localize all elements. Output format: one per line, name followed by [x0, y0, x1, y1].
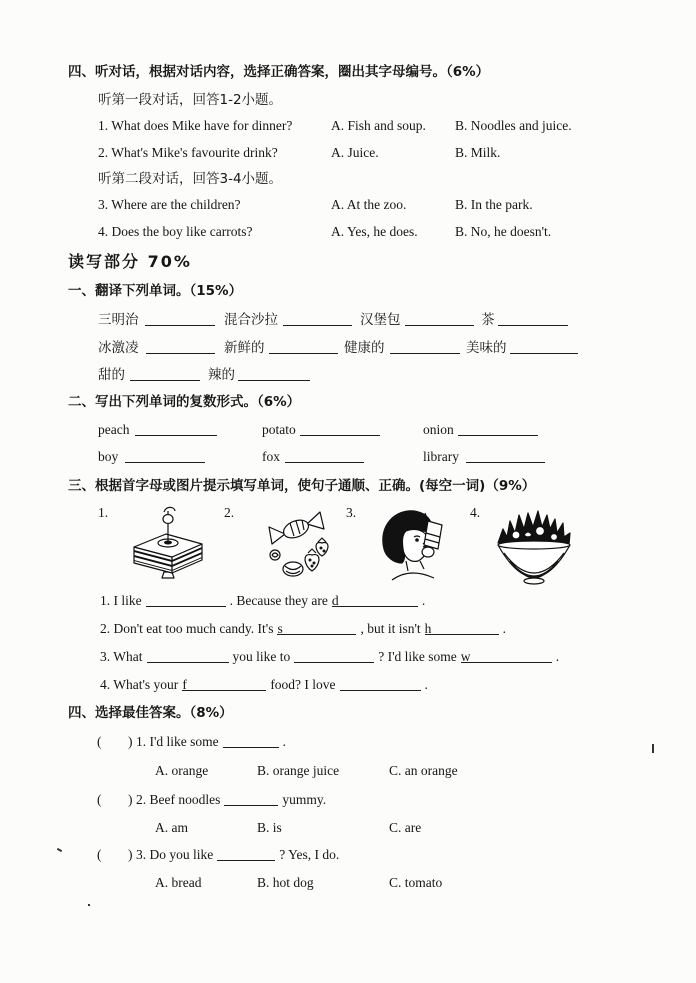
- fill-sentence-1: [100, 591, 425, 611]
- sentence-text: , but it isn't: [360, 621, 421, 636]
- plural-row: [0, 447, 696, 467]
- initial-letter: f: [182, 677, 187, 692]
- sentence-text: ? I'd like some: [378, 649, 457, 664]
- english-word: boy: [98, 449, 119, 464]
- answer-blank-with-initial: [277, 622, 356, 635]
- sentence-text: 1. I like: [100, 593, 142, 608]
- picture-3: [376, 505, 452, 581]
- picture-labels: [0, 503, 696, 523]
- option-a: A. Juice.: [331, 145, 379, 160]
- option-c: C. an orange: [389, 763, 458, 778]
- choice-heading: 四、选择最佳答案。（8%）: [68, 705, 233, 721]
- english-word: peach: [98, 422, 130, 437]
- stem-text: 1. I'd like some: [136, 734, 219, 749]
- chinese-word: 美味的: [466, 340, 507, 356]
- sentence-text: .: [421, 593, 426, 608]
- answer-blank: [146, 594, 226, 607]
- initial-letter: w: [460, 649, 471, 664]
- fill-in-heading: 三、根据首字母或图片提示填写单词，使句子通顺、正确。(每空一词)（9%）: [68, 478, 536, 494]
- answer-blank: [405, 325, 474, 326]
- listening-heading: 四、听对话，根据对话内容，选择正确答案，圈出其字母编号。（6%）: [68, 64, 490, 80]
- option-b: B. In the park.: [455, 197, 533, 212]
- girl-drinking-icon: [376, 505, 452, 581]
- answer-blank: [135, 435, 217, 436]
- translate-row: [0, 338, 696, 358]
- answer-blank: [125, 462, 205, 463]
- fill-sentence-3: [100, 647, 559, 667]
- chinese-word: 冰激凌: [98, 340, 139, 356]
- english-word: library: [423, 449, 459, 464]
- chinese-word: 健康的: [344, 340, 385, 356]
- answer-blank: [498, 325, 568, 326]
- choice-question: [0, 790, 696, 810]
- translate-row: [0, 310, 696, 330]
- answer-bracket-close: ): [128, 847, 133, 862]
- answer-blank: [300, 435, 380, 436]
- question-text: 4. Does the boy like carrots?: [98, 224, 253, 239]
- initial-letter: h: [424, 621, 432, 636]
- answer-blank: [294, 650, 374, 663]
- reading-writing-title: 读写部分 70%: [68, 252, 192, 271]
- picture-4: [494, 505, 574, 585]
- option-b: B. orange juice: [257, 763, 340, 778]
- salad-bowl-icon: [494, 505, 574, 585]
- option-a: A. am: [155, 820, 188, 835]
- answer-blank-with-initial: [182, 678, 266, 691]
- option-a: A. Yes, he does.: [331, 224, 418, 239]
- answer-blank: [285, 462, 364, 463]
- option-b: B. is: [257, 820, 282, 835]
- picture-label: 4.: [470, 505, 481, 520]
- answer-blank-with-initial: [332, 594, 418, 607]
- choice-options: [0, 761, 696, 781]
- question-text: 2. What's Mike's favourite drink?: [98, 145, 278, 160]
- sentence-text: 3. What: [100, 649, 143, 664]
- answer-blank: [283, 325, 352, 326]
- plural-row: [0, 420, 696, 440]
- answer-bracket-close: ): [128, 792, 133, 807]
- scan-speck: [652, 744, 654, 753]
- option-a: A. bread: [155, 875, 202, 890]
- answer-blank: [390, 353, 460, 354]
- question-stem: [136, 732, 286, 752]
- stem-text: 2. Beef noodles: [136, 792, 221, 807]
- fill-sentence-4: [100, 675, 428, 695]
- answer-blank: [458, 435, 538, 436]
- choice-options: [0, 873, 696, 893]
- picture-2: [260, 503, 338, 581]
- picture-label: 3.: [346, 505, 357, 520]
- option-c: C. are: [389, 820, 422, 835]
- answer-blank: [146, 353, 215, 354]
- listening-question: [0, 222, 696, 242]
- english-word: fox: [262, 449, 280, 464]
- answer-blank-with-initial: [425, 622, 499, 635]
- question-stem: [136, 790, 326, 810]
- answer-bracket-open: (: [97, 847, 102, 862]
- answer-blank: [130, 380, 200, 381]
- answer-blank: [269, 353, 338, 354]
- question-stem: [136, 845, 339, 865]
- sentence-text: 2. Don't eat too much candy. It's: [100, 621, 274, 636]
- sentence-text: .: [424, 677, 428, 692]
- sentence-text: .: [555, 649, 560, 664]
- translate-row: [0, 365, 696, 385]
- question-text: 1. What does Mike have for dinner?: [98, 118, 293, 133]
- listening-question: [0, 116, 696, 136]
- sentence-text: . Because they are: [229, 593, 328, 608]
- english-word: potato: [262, 422, 296, 437]
- option-a: A. orange: [155, 763, 209, 778]
- question-text: 3. Where are the children?: [98, 197, 241, 212]
- stem-text: 3. Do you like: [136, 847, 214, 862]
- option-b: B. Milk.: [455, 145, 501, 160]
- sentence-text: .: [502, 621, 507, 636]
- choice-question: [0, 732, 696, 752]
- answer-blank-with-initial: [461, 650, 552, 663]
- chinese-word: 新鲜的: [224, 340, 265, 356]
- option-b: B. Noodles and juice.: [455, 118, 572, 133]
- answer-blank: [224, 793, 278, 806]
- chinese-word: 汉堡包: [360, 312, 401, 328]
- answer-blank: [510, 353, 578, 354]
- initial-letter: s: [277, 621, 283, 636]
- sentence-text: you like to: [232, 649, 291, 664]
- chinese-word: 茶: [481, 312, 495, 328]
- answer-blank: [466, 462, 545, 463]
- picture-1: [128, 503, 208, 579]
- choice-options: [0, 818, 696, 838]
- part2-instruction: 听第二段对话，回答3-4小题。: [98, 171, 283, 187]
- answer-blank: [217, 848, 275, 861]
- answer-blank: [147, 650, 229, 663]
- answer-bracket-close: ): [128, 734, 133, 749]
- answer-bracket-open: (: [97, 792, 102, 807]
- option-b: B. No, he doesn't.: [455, 224, 552, 239]
- sentence-text: 4. What's your: [100, 677, 179, 692]
- option-a: A. Fish and soup.: [331, 118, 426, 133]
- sandwich-icon: [128, 503, 208, 579]
- chinese-word: 三明治: [98, 312, 139, 328]
- fill-sentence-2: [100, 619, 506, 639]
- english-word: onion: [423, 422, 454, 437]
- answer-bracket-open: (: [97, 734, 102, 749]
- answer-blank: [238, 380, 310, 381]
- answer-blank: [223, 735, 279, 748]
- option-c: C. tomato: [389, 875, 443, 890]
- stem-text: ? Yes, I do.: [279, 847, 340, 862]
- picture-label: 1.: [98, 505, 109, 520]
- choice-question: [0, 845, 696, 865]
- chinese-word: 混合沙拉: [224, 312, 278, 328]
- translate-heading: 一、翻译下列单词。（15%）: [68, 283, 243, 299]
- part1-instruction: 听第一段对话，回答1-2小题。: [98, 92, 283, 108]
- listening-question: [0, 195, 696, 215]
- sentence-text: food? I love: [270, 677, 336, 692]
- stem-text: .: [282, 734, 287, 749]
- plural-heading: 二、写出下列单词的复数形式。（6%）: [68, 394, 301, 410]
- candy-icon: [260, 503, 338, 581]
- chinese-word: 辣的: [208, 367, 235, 383]
- picture-label: 2.: [224, 505, 235, 520]
- stem-text: yummy.: [282, 792, 327, 807]
- scan-speck: [88, 904, 90, 906]
- answer-blank: [340, 678, 421, 691]
- option-b: B. hot dog: [257, 875, 314, 890]
- answer-blank: [145, 325, 215, 326]
- option-a: A. At the zoo.: [331, 197, 407, 212]
- listening-question: [0, 143, 696, 163]
- initial-letter: d: [331, 593, 339, 608]
- chinese-word: 甜的: [98, 367, 125, 383]
